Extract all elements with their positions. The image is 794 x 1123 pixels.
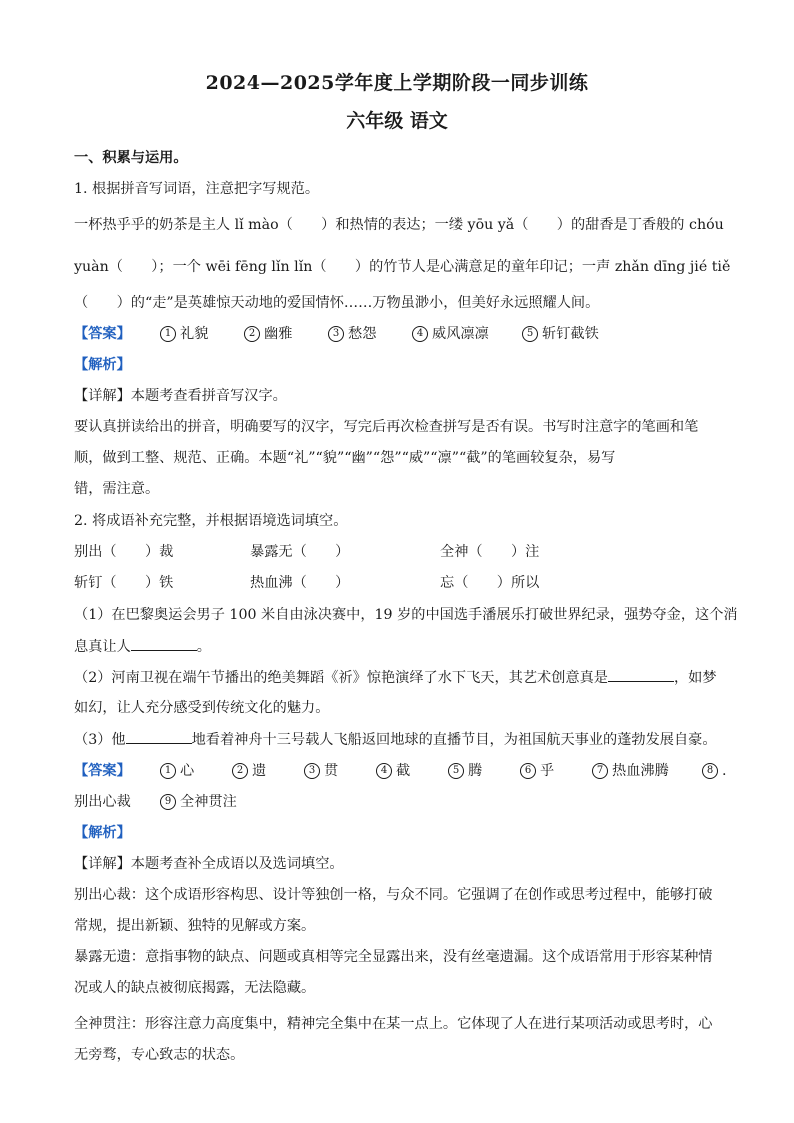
q2-sentence-1a: （1）在巴黎奥运会男子 100 米自由泳决赛中，19 岁的中国选手潘展乐打破世界纪录，强势夺金，这个消: [74, 607, 738, 623]
page-title: 2024—2025学年度上学期阶段一同步训练: [205, 72, 589, 94]
answer-item: 6 乎: [520, 761, 554, 781]
q1-detail: 【详解】本题考查看拼音写汉字。: [74, 388, 287, 404]
q1-answer-row: [74, 324, 724, 344]
q2-answer-row-2: 别出心裁 9 全神贯注: [74, 794, 237, 810]
q1-explanation-3: 错，需注意。: [74, 481, 160, 497]
answer-item: 4 威风凛凛: [412, 324, 489, 344]
answer-item: 9 全神贯注: [160, 792, 237, 812]
q2-answer-row: [74, 761, 727, 781]
q1-explanation-1: 要认真拼读给出的拼音，明确要写的汉字，写完后再次检查拼写是否有误。书写时注意字的笔画和笔: [74, 419, 699, 435]
q2-sentence-2b: 如幻，让人充分感受到传统文化的魅力。: [74, 700, 330, 716]
idiom-item: 全神（ ）注: [440, 544, 540, 560]
section-heading: 一、积累与运用。: [74, 150, 188, 166]
q2-explanation-3b: 无旁骛，专心致志的状态。: [74, 1047, 245, 1063]
q2-explanation-1a: 别出心裁：这个成语形容构思、设计等独创一格，与众不同。它强调了在创作或思考过程中，能够打破: [74, 887, 713, 903]
q2-explanation-2b: 况或人的缺点被彻底揭露，无法隐藏。: [74, 980, 316, 996]
idiom-item: 斩钉（ ）铁: [74, 575, 174, 591]
answer-item: 8 .: [702, 761, 727, 781]
q2-sentence-2a: （2）河南卫视在端午节播出的绝美舞蹈《祈》惊艳演绎了水下飞天，其艺术创意真是 ，如梦: [74, 667, 724, 688]
idiom-item: 暴露无（ ）: [250, 544, 350, 560]
answer-item: 5 腾: [448, 761, 482, 781]
q2-sentence-1b: 息真让人 。: [74, 636, 724, 657]
q2-explanation-1b: 常规，提出新颖、独特的见解或方案。: [74, 918, 316, 934]
answer-item: 5 斩钉截铁: [522, 324, 599, 344]
answer-tag: 【答案】: [74, 326, 131, 342]
q1-stem: 1. 根据拼音写词语，注意把字写规范。: [74, 181, 320, 197]
idiom-item: 热血沸（ ）: [250, 575, 350, 591]
answer-item: 3 贯: [304, 761, 338, 781]
answer-item: 1 礼貌: [160, 324, 208, 344]
q1-line-3: （ ）的“走”是英雄惊天动地的爱国情怀……万物虽渺小，但美好永远照耀人间。: [74, 295, 600, 311]
q1-explanation-2: 顺，做到工整、规范、正确。本题“礼”“貌”“幽”“怨”“威”“凛”“截”的笔画较复杂，易写: [74, 450, 616, 466]
analysis-tag: 【解析】: [74, 357, 131, 373]
answer-item: 2 幽雅: [244, 324, 292, 344]
idiom-item: 别出（ ）裁: [74, 544, 174, 560]
q2-stem: 2. 将成语补充完整，并根据语境选词填空。: [74, 513, 348, 529]
answer-item: 1 心: [160, 761, 194, 781]
answer-item: 7 热血沸腾: [592, 761, 669, 781]
fill-blank: [126, 729, 192, 744]
answer-item: 2 遗: [232, 761, 266, 781]
q2-explanation-2a: 暴露无遗：意指事物的缺点、问题或真相等完全显露出来，没有丝毫遗漏。这个成语常用于形容某种情: [74, 949, 713, 965]
answer-tag: 【答案】: [74, 763, 131, 779]
q1-line-1: 一杯热乎乎的奶茶是主人 lǐ mào（ ）和热情的表达；一缕 yōu yǎ（ ）的甜香是丁香般的 chóu: [74, 217, 724, 233]
page-subtitle: 六年级 语文: [346, 110, 448, 132]
q2-sentence-3: （3）他 地看着神舟十三号载人飞船返回地球的直播节目，为祖国航天事业的蓬勃发展自豪。: [74, 729, 724, 750]
q1-line-2: yuàn（ ）；一个 wēi fēng lǐn lǐn（ ）的竹节人是心满意足的童年印记；一声 zhǎn dīng jié tiě: [74, 259, 731, 275]
fill-blank: [608, 667, 674, 682]
answer-item: 4 截: [376, 761, 410, 781]
answer-item: 3 愁怨: [328, 324, 376, 344]
q2-detail: 【详解】本题考查补全成语以及选词填空。: [74, 856, 344, 872]
fill-blank: [131, 636, 197, 651]
analysis-tag: 【解析】: [74, 825, 131, 841]
q2-explanation-3a: 全神贯注：形容注意力高度集中，精神完全集中在某一点上。它体现了人在进行某项活动或思考时，心: [74, 1016, 713, 1032]
idiom-item: 忘（ ）所以: [440, 575, 540, 591]
